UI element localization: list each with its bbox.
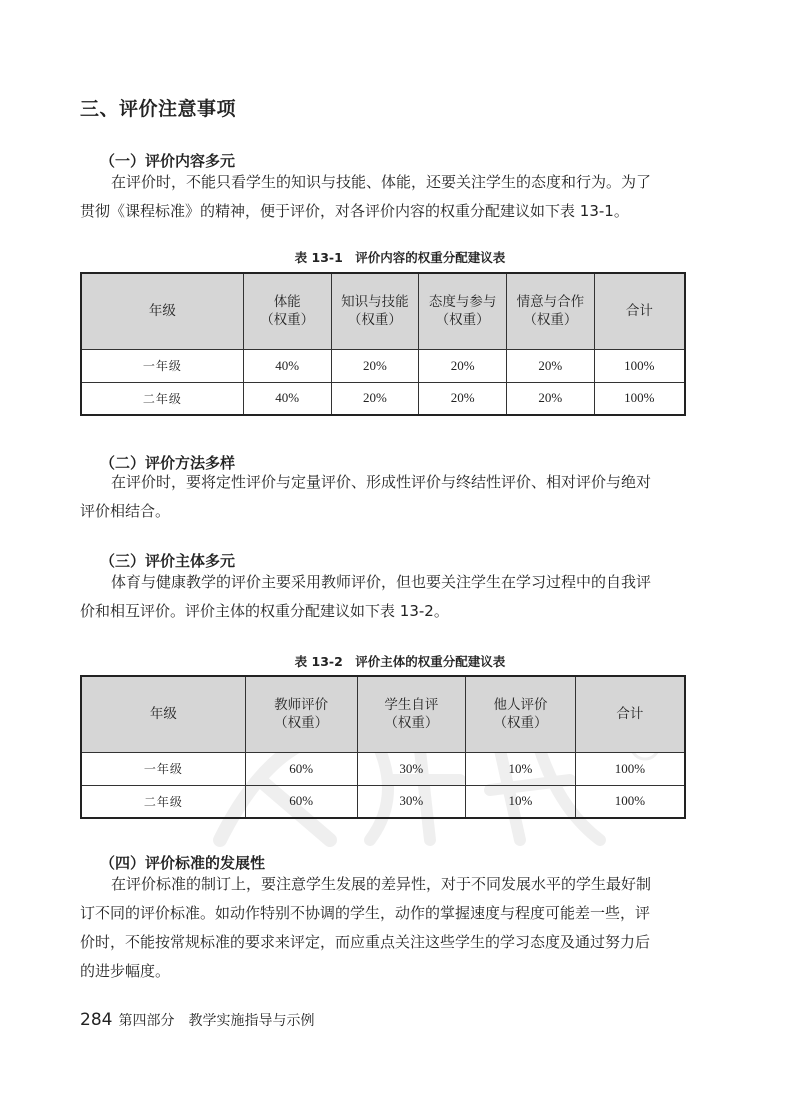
subsection-heading-2: （二）评价方法多样 [100, 454, 236, 472]
table-cell: 一年级 [81, 349, 243, 382]
table-cell: 二年级 [81, 785, 245, 818]
paragraph-line: 价和相互评价。评价主体的权重分配建议如下表 13-2。 [80, 602, 449, 620]
header-cell: 体能 （权重） [243, 273, 331, 349]
header-cell: 学生自评 （权重） [357, 676, 466, 752]
table-header-row [81, 676, 685, 752]
table-cell: 100% [575, 785, 685, 818]
paragraph-line: 的进步幅度。 [80, 962, 171, 980]
paragraph-3 [80, 568, 720, 626]
header-cell: 知识与技能 （权重） [331, 273, 419, 349]
page-footer [80, 1010, 314, 1030]
subsection-heading-1: （一）评价内容多元 [100, 152, 236, 170]
table-cell: 一年级 [81, 752, 245, 785]
table-cell: 100% [594, 382, 685, 415]
paragraph-line: 在评价时，不能只看学生的知识与技能、体能，还要关注学生的态度和行为。为了 [111, 173, 652, 191]
table-cell: 40% [243, 349, 331, 382]
table-cell: 100% [575, 752, 685, 785]
page-number: 284 [80, 1010, 113, 1030]
paragraph-line: 贯彻《课程标准》的精神，便于评价，对各评价内容的权重分配建议如下表 13-1。 [80, 202, 629, 220]
table-2 [80, 675, 686, 819]
table-header-row [81, 273, 685, 349]
table-row [81, 382, 685, 415]
table-1-caption: 表 13-1 评价内容的权重分配建议表 [294, 250, 506, 265]
table-cell: 20% [331, 382, 419, 415]
table-cell: 40% [243, 382, 331, 415]
paragraph-line: 订不同的评价标准。如动作特别不协调的学生，动作的掌握速度与程度可能差一些，评 [80, 904, 651, 922]
table-row [81, 349, 685, 382]
header-cell: 年级 [81, 676, 245, 752]
table-cell: 100% [594, 349, 685, 382]
footer-section: 第四部分 教学实施指导与示例 [118, 1013, 315, 1029]
table-cell: 20% [506, 349, 594, 382]
paragraph-line: 价时，不能按常规标准的要求来评定，而应重点关注这些学生的学习态度及通过努力后 [80, 933, 651, 951]
table-cell: 30% [357, 752, 466, 785]
subsection-heading-4: （四）评价标准的发展性 [100, 854, 266, 872]
header-cell: 态度与参与 （权重） [419, 273, 507, 349]
paragraph-line: 评价相结合。 [80, 502, 171, 520]
header-cell: 合计 [594, 273, 685, 349]
paragraph-2 [80, 468, 720, 526]
table-cell: 20% [419, 382, 507, 415]
table-cell: 10% [466, 752, 576, 785]
table-row [81, 785, 685, 818]
table-cell: 30% [357, 785, 466, 818]
header-cell: 情意与合作 （权重） [506, 273, 594, 349]
section-title: 三、评价注意事项 [80, 98, 237, 120]
table-cell: 10% [466, 785, 576, 818]
paragraph-line: 在评价时，要将定性评价与定量评价、形成性评价与终结性评价、相对评价与绝对 [111, 473, 652, 491]
paragraph-4 [80, 870, 720, 986]
table-cell: 二年级 [81, 382, 243, 415]
paragraph-line: 体育与健康教学的评价主要采用教师评价，但也要关注学生在学习过程中的自我评 [111, 573, 652, 591]
table-cell: 20% [506, 382, 594, 415]
header-cell: 他人评价 （权重） [466, 676, 576, 752]
table-2-caption: 表 13-2 评价主体的权重分配建议表 [294, 654, 506, 669]
subsection-heading-3: （三）评价主体多元 [100, 552, 236, 570]
table-cell: 60% [245, 785, 357, 818]
paragraph-line: 在评价标准的制订上，要注意学生发展的差异性，对于不同发展水平的学生最好制 [111, 875, 652, 893]
table-1 [80, 272, 686, 416]
paragraph-1 [80, 168, 720, 226]
header-cell: 合计 [575, 676, 685, 752]
table-cell: 60% [245, 752, 357, 785]
header-cell: 教师评价 （权重） [245, 676, 357, 752]
table-row [81, 752, 685, 785]
header-cell: 年级 [81, 273, 243, 349]
table-cell: 20% [419, 349, 507, 382]
table-cell: 20% [331, 349, 419, 382]
